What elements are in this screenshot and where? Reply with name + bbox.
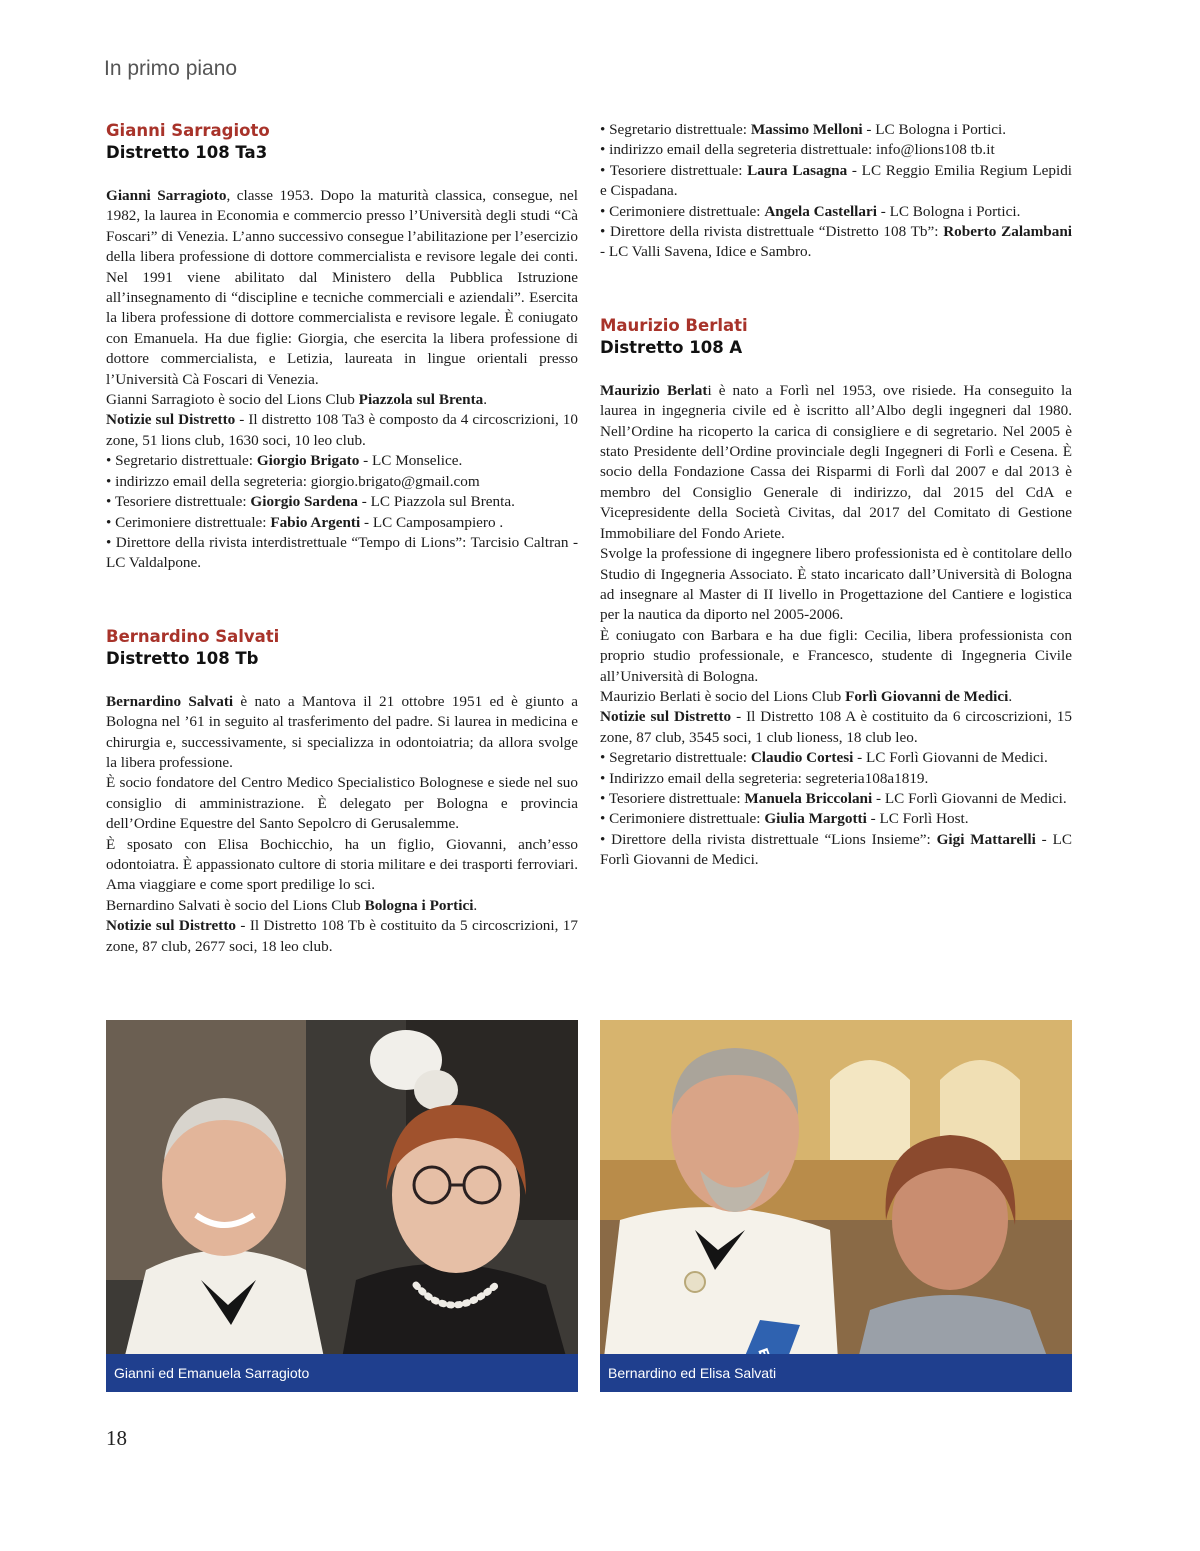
photo-couple-left [106,1020,578,1392]
list-item: • Segretario distrettuale: Giorgio Brigato - LC Monselice. [106,452,463,470]
list-item: • Segretario distrettuale: Claudio Cortesi - LC Forlì Giovanni de Medici. [600,749,1048,767]
list-item: • indirizzo email della segreteria: giorgio.brigato@gmail.com [106,472,480,490]
profile-district: Distretto 108 Ta3 [106,143,268,162]
profile-berlati [600,315,1072,871]
club-paragraph: Maurizio Berlati è socio del Lions Club Forlì Giovanni de Medici. [600,687,1013,705]
right-column [600,120,1072,871]
list-item: • Direttore della rivista distrettuale “Distretto 108 Tb”: Roberto Zalambani - LC Valli Savena, Idice e Sambro. [600,223,1072,261]
district-news: Notizie sul Distretto - Il Distretto 108 A è costituito da 6 circoscrizioni, 15 zone, 87 club, 3545 soci, 1 club lioness, 18 club leo. [600,708,1072,746]
profile-salvati [106,626,578,957]
list-item: • Direttore della rivista distrettuale “Lions Insieme”: Gigi Mattarelli - LC Forlì Giovanni de Medici. [600,830,1073,869]
profile-body [600,381,1072,871]
profile-district: Distretto 108 A [600,337,743,357]
district-news: Notizie sul Distretto - Il distretto 108 Ta3 è composto da 4 circoscrizioni, 10 zone, 51 lions club, 1630 soci, 10 leo club. [106,411,578,449]
list-item: • Cerimoniere distrettuale: Fabio Argenti - LC Camposampiero . [106,513,504,531]
section-title: In primo piano [104,57,238,80]
profile-salvati-continued [600,120,1072,263]
profile-body [106,186,578,574]
bio-paragraph: Maurizio Berlati è nato a Forlì nel 1953, ove risiede. Ha conseguito la laurea in ingegneria civile ed è iscritto all’Albo degli ingegneri dal 1980. Nell’Ordine ha ricoperto la carica di consigliere e di segretario. Nel 2005 è stato Presidente dell’Ordine provinciale degli Ingegneri di Forlì e Cesena. È socio della Fondazione Cassa dei Risparmi di Forlì dal 2007 e dal 2013 è membro del Consiglio Generale di indirizzo, dal 2015 del CdA e Vicepresidente della Società Civitas, dal 2017 del Comitato di Gestione Immobiliare del Fondo Ariete. [600,381,1073,542]
list-item: • Cerimoniere distrettuale: Giulia Margotti - LC Forlì Host. [600,810,969,828]
couple-photo-illustration [600,1020,1072,1392]
bio-paragraph: È socio fondatore del Centro Medico Specialistico Bolognese e siede nel suo consiglio di amministrazione. È delegato per Bologna e provincia dell’Ordine Equestre del Santo Sepolcro di Gerusalemme. [106,774,578,833]
club-paragraph: Gianni Sarragioto è socio del Lions Club Piazzola sul Brenta. [106,391,488,409]
bio-paragraph: Bernardino Salvati è nato a Mantova il 21 ottobre 1951 ed è giunto a Bologna nel ’61 in seguito al trasferimento del padre. Si laurea in medicina e chirurgia e, successivamente, si specializza in odontoiatria; da allora svolge la libera professione. [106,692,578,771]
list-item: • Tesoriere distrettuale: Manuela Briccolani - LC Forlì Giovanni de Medici. [600,789,1067,807]
photo-couple-right [600,1020,1072,1392]
club-paragraph: Bernardino Salvati è socio del Lions Club Bologna i Portici. [106,896,478,914]
list-item: • Indirizzo email della segreteria: segreteria108a1819. [600,769,929,787]
bio-paragraph: È sposato con Elisa Bochicchio, ha un figlio, Giovanni, anch’esso odontoiatra. È appassionato cultore di storia militare e dei trasporti ferroviari. Ama viaggiare e come sport predilige lo sci. [106,835,578,894]
list-item: • Tesoriere distrettuale: Laura Lasagna - LC Reggio Emilia Regium Lepidi e Cispadana. [600,161,1073,200]
bio-paragraph: Svolge la professione di ingegnere libero professionista ed è contitolare dello Studio di Ingegneria Associato. È stato incaricato dall’Università di Bologna ad insegnare al Master di II livello in Progettazione del Cantiere e logistica per la nautica da diporto nel 2005-2006. [600,545,1072,624]
list-item: • indirizzo email della segreteria distrettuale: info@lions108 tb.it [600,141,995,159]
list-item: • Tesoriere distrettuale: Giorgio Sardena - LC Piazzola sul Brenta. [106,493,515,511]
left-column [106,120,578,957]
page-number: 18 [106,1426,127,1450]
list-item: • Cerimoniere distrettuale: Angela Castellari - LC Bologna i Portici. [600,202,1021,220]
profile-name: Gianni Sarragioto [106,121,270,140]
profile-sarragioto [106,120,578,574]
bio-paragraph: Gianni Sarragioto, classe 1953. Dopo la maturità classica, consegue, nel 1982, la laurea in Economia e commercio presso l’Università degli studi “Cà Foscari” di Venezia. L’anno successivo consegue l’abilitazione per l’esercizio della libera professione di dottore commercialista e revisore legale dei conti. Nel 1991 viene abilitato dal Ministero della Pubblica Istruzione all’insegnamento di “discipline e tecniche commerciali e aziendali”. Esercita la libera professione di dottore commercialista e revisore legale. È coniugato con Emanuela. Ha due figlie: Giorgia, che esercita la libera professione di dottore commercialista, e Letizia, laureata in lingue orientali presso l’Università Cà Foscari di Venezia. [106,187,578,388]
profile-name: Maurizio Berlati [600,315,748,335]
photo-caption: Bernardino ed Elisa Salvati [600,1354,1072,1392]
profile-district: Distretto 108 Tb [106,648,259,668]
bio-paragraph: È coniugato con Barbara e ha due figli: Cecilia, libera professionista con proprio studio professionale, e Francesco, studente di Ingegneria Civile all’Università di Bologna. [600,626,1072,685]
profile-body [106,692,578,957]
profile-name: Bernardino Salvati [106,626,280,646]
list-item: • Direttore della rivista interdistrettuale “Tempo di Lions”: Tarcisio Caltran - LC Valdalpone. [106,533,578,572]
list-item: • Segretario distrettuale: Massimo Melloni - LC Bologna i Portici. [600,121,1007,138]
district-news: Notizie sul Distretto - Il Distretto 108 Tb è costituito da 5 circoscrizioni, 17 zone, 87 club, 2677 soci, 18 leo club. [106,917,578,955]
couple-photo-illustration [106,1020,578,1392]
photo-caption: Gianni ed Emanuela Sarragioto [106,1354,578,1392]
